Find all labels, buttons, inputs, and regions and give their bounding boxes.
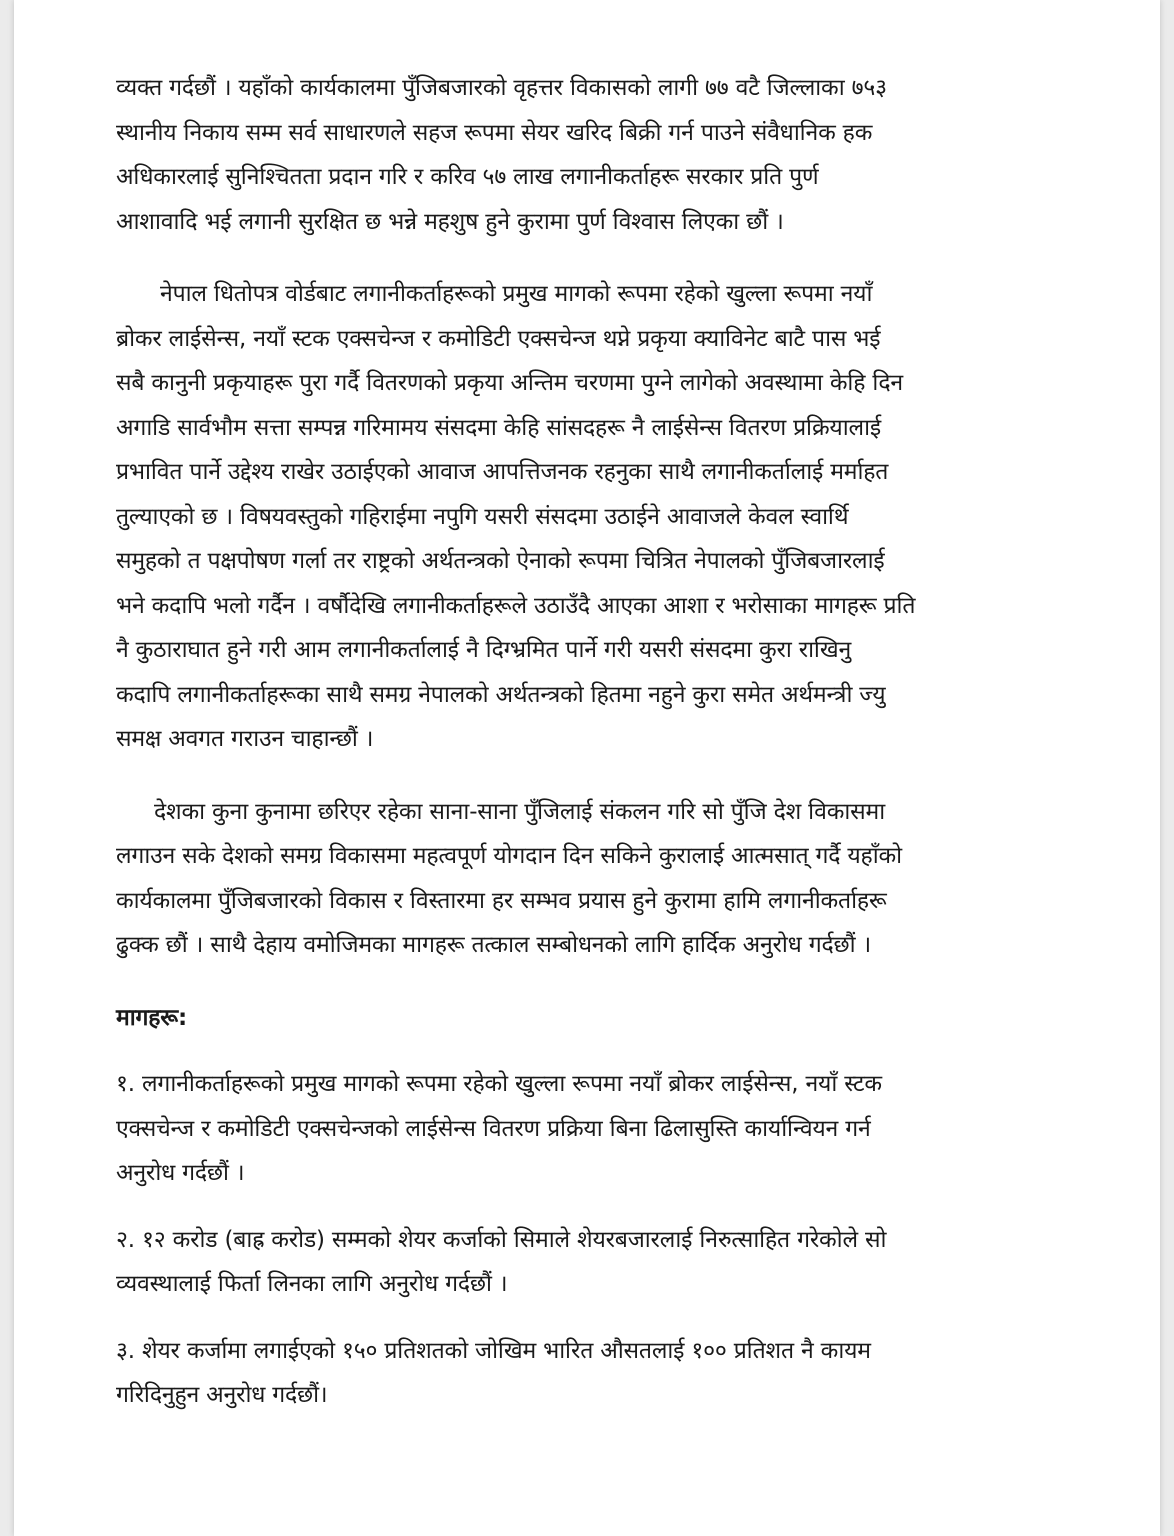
text-line: समुहको त पक्षपोषण गर्ला तर राष्ट्रको अर्थतन्त्रको ऐनाको रूपमा चित्रित नेपालको पुँजिबजारलाई bbox=[116, 548, 885, 574]
text-line: भने कदापि भलो गर्दैन । वर्षौदेखि लगानीकर्ताहरूले उठाउँदै आएका आशा र भरोसाका मागहरू प्रति bbox=[116, 592, 916, 619]
paragraph-3 bbox=[116, 790, 1066, 968]
text-line: सबै कानुनी प्रकृयाहरू पुरा गर्दै वितरणको प्रकृया अन्तिम चरणमा पुग्ने लागेको अवस्थामा केहि दिन bbox=[116, 370, 903, 396]
document-page bbox=[14, 0, 1160, 1536]
text-line: देशका कुना कुनामा छरिएर रहेका साना-साना पुँजिलाई संकलन गरि सो पुँजि देश विकासमा bbox=[154, 798, 885, 825]
text-line: ३. शेयर कर्जामा लगाईएको १५० प्रतिशतको जोखिम भारित औसतलाई १०० प्रतिशत नै कायम bbox=[116, 1337, 871, 1364]
text-line: तुल्याएको छ । विषयवस्तुको गहिराईमा नपुगि यसरी संसदमा उठाईने आवाजले केवल स्वार्थि bbox=[116, 503, 849, 530]
demands-heading: मागहरू: bbox=[116, 1004, 187, 1031]
demand-item-1 bbox=[116, 1062, 1066, 1196]
text-line: १. लगानीकर्ताहरूको प्रमुख मागको रूपमा रहेको खुल्ला रूपमा नयाँ ब्रोकर लाईसेन्स, नयाँ स्टक bbox=[116, 1071, 882, 1097]
paragraph-1 bbox=[116, 66, 1066, 244]
text-line: कदापि लगानीकर्ताहरूका साथै समग्र नेपालको अर्थतन्त्रको हितमा नहुने कुरा समेत अर्थमन्त्री ज्यु bbox=[116, 681, 886, 708]
text-line: ढुक्क छौं । साथै देहाय वमोजिमका मागहरू तत्काल सम्बोधनको लागि हार्दिक अनुरोध गर्दछौं । bbox=[116, 932, 871, 958]
text-line: अगाडि सार्वभौम सत्ता सम्पन्न गरिमामय संसदमा केहि सांसदहरू नै लाईसेन्स वितरण प्रक्रियालाई bbox=[116, 414, 881, 441]
text-line: नेपाल धितोपत्र वोर्डबाट लगानीकर्ताहरूको प्रमुख मागको रूपमा रहेको खुल्ला रूपमा नयाँ bbox=[160, 281, 873, 307]
text-line: २. १२ करोड (बाह्र करोड) सम्मको शेयर कर्जाको सिमाले शेयरबजारलाई निरुत्साहित गरेकोले सो bbox=[116, 1226, 887, 1253]
paragraph-2 bbox=[116, 272, 1066, 762]
demand-item-3 bbox=[116, 1329, 1066, 1418]
document-body bbox=[116, 66, 1066, 1440]
text-line: व्यक्त गर्दछौं । यहाँको कार्यकालमा पुँजिबजारको वृहत्तर विकासको लागी ७७ वटै जिल्लाका ७५३ bbox=[116, 75, 887, 101]
text-line: गरिदिनुहुन अनुरोध गर्दछौं। bbox=[116, 1382, 328, 1408]
text-line: अधिकारलाई सुनिश्चितता प्रदान गरि र करिव ५७ लाख लगानीकर्ताहरू सरकार प्रति पुर्ण bbox=[116, 164, 819, 190]
text-line: स्थानीय निकाय सम्म सर्व साधारणले सहज रूपमा सेयर खरिद बिक्री गर्न पाउने संवैधानिक हक bbox=[116, 119, 873, 146]
text-line: प्रभावित पार्ने उद्देश्य राखेर उठाईएको आवाज आपत्तिजनक रहनुका साथै लगानीकर्तालाई मर्माहत bbox=[116, 459, 889, 485]
text-line: व्यवस्थालाई फिर्ता लिनका लागि अनुरोध गर्दछौं । bbox=[116, 1271, 508, 1297]
text-line: समक्ष अवगत गराउन चाहान्छौं । bbox=[116, 726, 374, 752]
text-line: ब्रोकर लाईसेन्स, नयाँ स्टक एक्सचेन्ज र कमोडिटी एक्सचेन्ज थप्ने प्रकृया क्याविनेट बाटै पास भई bbox=[116, 325, 881, 352]
text-line: नै कुठाराघात हुने गरी आम लगानीकर्तालाई नै दिग्भ्रमित पार्ने गरी यसरी संसदमा कुरा राखिनु bbox=[116, 637, 852, 663]
text-line: कार्यकालमा पुँजिबजारको विकास र विस्तारमा हर सम्भव प्रयास हुने कुरामा हामि लगानीकर्ताहरू bbox=[116, 887, 887, 914]
text-line: अनुरोध गर्दछौं । bbox=[116, 1160, 245, 1186]
demand-item-2 bbox=[116, 1218, 1066, 1307]
text-line: लगाउन सके देशको समग्र विकासमा महत्वपूर्ण योगदान दिन सकिने कुरालाई आत्मसात् गर्दै यहाँको bbox=[116, 843, 902, 869]
text-line: आशावादि भई लगानी सुरक्षित छ भन्ने महशुष हुने कुरामा पुर्ण विश्वास लिएका छौं । bbox=[116, 208, 784, 235]
text-line: एक्सचेन्ज र कमोडिटी एक्सचेन्जको लाईसेन्स वितरण प्रक्रिया बिना ढिलासुस्ति कार्यान्वियन गर्न bbox=[116, 1115, 871, 1142]
